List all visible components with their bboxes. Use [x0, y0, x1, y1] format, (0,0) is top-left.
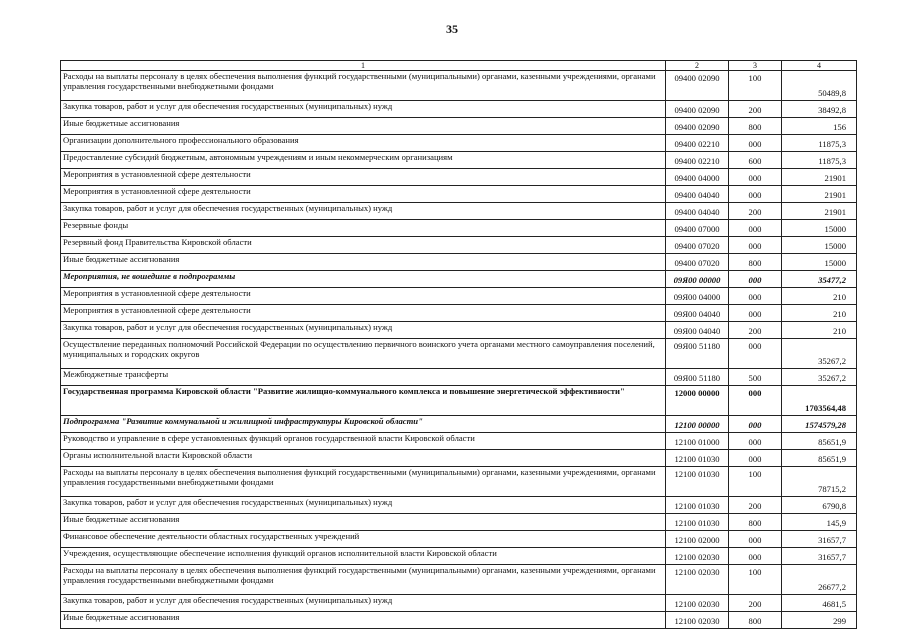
target-code-cell: 09400 02090 [666, 71, 729, 101]
table-row [61, 548, 857, 565]
table-row [61, 152, 857, 169]
expense-type-cell: 000 [729, 271, 782, 288]
target-code-cell: 12100 02000 [666, 531, 729, 548]
amount-cell: 26677,2 [782, 565, 857, 595]
table-row [61, 514, 857, 531]
target-code-cell: 09400 02210 [666, 135, 729, 152]
target-code-cell: 09400 04040 [666, 186, 729, 203]
target-code-cell: 12100 01000 [666, 433, 729, 450]
amount-cell: 31657,7 [782, 548, 857, 565]
target-code-cell: 12100 01030 [666, 450, 729, 467]
amount-cell: 31657,7 [782, 531, 857, 548]
target-code-cell: 12100 02030 [666, 612, 729, 629]
table-row [61, 450, 857, 467]
expense-name-cell: Мероприятия в установленной сфере деятельности [61, 305, 666, 322]
amount-cell: 210 [782, 288, 857, 305]
table-row [61, 186, 857, 203]
expense-type-cell: 000 [729, 186, 782, 203]
expense-name-cell: Закупка товаров, работ и услуг для обеспечения государственных (муниципальных) нужд [61, 595, 666, 612]
expense-name-cell: Расходы на выплаты персоналу в целях обеспечения выполнения функций государственными (муниципальными) органами, казенными учреждениями, органами управления государственными внебюджетными фондами [61, 71, 666, 101]
amount-cell: 21901 [782, 203, 857, 220]
amount-cell: 145,9 [782, 514, 857, 531]
target-code-cell: 12000 00000 [666, 386, 729, 416]
amount-cell: 15000 [782, 220, 857, 237]
table-header-row [61, 61, 857, 71]
amount-cell: 35267,2 [782, 339, 857, 369]
expense-name-cell: Иные бюджетные ассигнования [61, 118, 666, 135]
amount-cell: 50489,8 [782, 71, 857, 101]
expense-name-cell: Учреждения, осуществляющие обеспечение исполнения функций органов исполнительной власти Кировской области [61, 548, 666, 565]
expense-name-cell: Мероприятия в установленной сфере деятельности [61, 169, 666, 186]
table-row [61, 467, 857, 497]
expense-name-cell: Иные бюджетные ассигнования [61, 254, 666, 271]
expense-type-cell: 100 [729, 71, 782, 101]
expense-type-cell: 200 [729, 322, 782, 339]
table-row [61, 322, 857, 339]
expense-type-cell: 800 [729, 254, 782, 271]
table-row [61, 237, 857, 254]
expense-name-cell: Резервный фонд Правительства Кировской области [61, 237, 666, 254]
table-row [61, 386, 857, 416]
page-number: 35 [446, 22, 458, 36]
target-code-cell: 12100 01030 [666, 497, 729, 514]
expense-name-cell: Мероприятия в установленной сфере деятельности [61, 288, 666, 305]
expense-type-cell: 000 [729, 169, 782, 186]
expense-type-cell: 200 [729, 203, 782, 220]
target-code-cell: 12100 01030 [666, 467, 729, 497]
amount-cell: 15000 [782, 237, 857, 254]
table-row [61, 220, 857, 237]
amount-cell: 299 [782, 612, 857, 629]
expense-name-cell: Расходы на выплаты персоналу в целях обеспечения выполнения функций государственными (муниципальными) органами, казенными учреждениями, органами управления государственными внебюджетными фондами [61, 467, 666, 497]
table-row [61, 339, 857, 369]
target-code-cell: 12100 02030 [666, 548, 729, 565]
amount-cell: 6790,8 [782, 497, 857, 514]
expense-type-cell: 100 [729, 467, 782, 497]
target-code-cell: 09400 04040 [666, 203, 729, 220]
expense-type-cell: 100 [729, 565, 782, 595]
table-row [61, 118, 857, 135]
expense-name-cell: Органы исполнительной власти Кировской области [61, 450, 666, 467]
target-code-cell: 09400 04000 [666, 169, 729, 186]
target-code-cell: 09400 07000 [666, 220, 729, 237]
table-row [61, 612, 857, 629]
expense-name-cell: Закупка товаров, работ и услуг для обеспечения государственных (муниципальных) нужд [61, 497, 666, 514]
amount-cell: 210 [782, 322, 857, 339]
expense-name-cell: Иные бюджетные ассигнования [61, 514, 666, 531]
expense-name-cell: Государственная программа Кировской области "Развитие жилищно-коммунального комплекса и повышение энергетической эффективности" [61, 386, 666, 416]
table-row [61, 271, 857, 288]
target-code-cell: 12100 01030 [666, 514, 729, 531]
expense-type-cell: 000 [729, 220, 782, 237]
expense-type-cell: 000 [729, 339, 782, 369]
target-code-cell: 09Я00 04040 [666, 322, 729, 339]
table-row [61, 531, 857, 548]
expense-type-cell: 000 [729, 416, 782, 433]
expense-type-cell: 000 [729, 386, 782, 416]
table-row [61, 101, 857, 118]
amount-cell: 15000 [782, 254, 857, 271]
expense-type-cell: 800 [729, 514, 782, 531]
budget-table [60, 60, 857, 629]
expense-type-cell: 000 [729, 548, 782, 565]
table-row [61, 71, 857, 101]
amount-cell: 21901 [782, 169, 857, 186]
table-row [61, 497, 857, 514]
expense-name-cell: Закупка товаров, работ и услуг для обеспечения государственных (муниципальных) нужд [61, 203, 666, 220]
expense-name-cell: Межбюджетные трансферты [61, 369, 666, 386]
expense-type-cell: 800 [729, 118, 782, 135]
target-code-cell: 09400 07020 [666, 254, 729, 271]
amount-cell: 21901 [782, 186, 857, 203]
amount-cell: 1574579,28 [782, 416, 857, 433]
expense-type-cell: 000 [729, 450, 782, 467]
table-row [61, 169, 857, 186]
header-col-2: 2 [666, 61, 729, 71]
table-row [61, 254, 857, 271]
amount-cell: 38492,8 [782, 101, 857, 118]
target-code-cell: 09Я00 04040 [666, 305, 729, 322]
expense-name-cell: Организации дополнительного профессионального образования [61, 135, 666, 152]
expense-name-cell: Предоставление субсидий бюджетным, автономным учреждениям и иным некоммерческим организациям [61, 152, 666, 169]
expense-name-cell: Закупка товаров, работ и услуг для обеспечения государственных (муниципальных) нужд [61, 101, 666, 118]
expense-name-cell: Финансовое обеспечение деятельности областных государственных учреждений [61, 531, 666, 548]
expense-name-cell: Расходы на выплаты персоналу в целях обеспечения выполнения функций государственными (муниципальными) органами, казенными учреждениями, органами управления государственными внебюджетными фондами [61, 565, 666, 595]
table-row [61, 305, 857, 322]
expense-type-cell: 000 [729, 531, 782, 548]
expense-type-cell: 200 [729, 595, 782, 612]
amount-cell: 156 [782, 118, 857, 135]
expense-name-cell: Резервные фонды [61, 220, 666, 237]
expense-name-cell: Закупка товаров, работ и услуг для обеспечения государственных (муниципальных) нужд [61, 322, 666, 339]
target-code-cell: 09400 02210 [666, 152, 729, 169]
table-row [61, 595, 857, 612]
expense-name-cell: Иные бюджетные ассигнования [61, 612, 666, 629]
amount-cell: 35477,2 [782, 271, 857, 288]
target-code-cell: 09Я00 00000 [666, 271, 729, 288]
expense-type-cell: 000 [729, 237, 782, 254]
table-row [61, 416, 857, 433]
target-code-cell: 09400 02090 [666, 118, 729, 135]
target-code-cell: 12100 00000 [666, 416, 729, 433]
amount-cell: 11875,3 [782, 152, 857, 169]
expense-name-cell: Мероприятия, не вошедшие в подпрограммы [61, 271, 666, 288]
table-row [61, 288, 857, 305]
expense-type-cell: 000 [729, 305, 782, 322]
expense-type-cell: 200 [729, 497, 782, 514]
target-code-cell: 09Я00 04000 [666, 288, 729, 305]
amount-cell: 85651,9 [782, 450, 857, 467]
table-row [61, 565, 857, 595]
table-row [61, 203, 857, 220]
table-row [61, 135, 857, 152]
table-row [61, 369, 857, 386]
amount-cell: 35267,2 [782, 369, 857, 386]
amount-cell: 85651,9 [782, 433, 857, 450]
header-col-1: 1 [61, 61, 666, 71]
target-code-cell: 09Я00 51180 [666, 339, 729, 369]
header-col-3: 3 [729, 61, 782, 71]
header-col-4: 4 [782, 61, 857, 71]
expense-type-cell: 600 [729, 152, 782, 169]
expense-type-cell: 000 [729, 288, 782, 305]
target-code-cell: 09400 02090 [666, 101, 729, 118]
amount-cell: 1703564,48 [782, 386, 857, 416]
table-row [61, 433, 857, 450]
target-code-cell: 09Я00 51180 [666, 369, 729, 386]
amount-cell: 78715,2 [782, 467, 857, 497]
target-code-cell: 12100 02030 [666, 595, 729, 612]
amount-cell: 210 [782, 305, 857, 322]
amount-cell: 11875,3 [782, 135, 857, 152]
expense-type-cell: 200 [729, 101, 782, 118]
expense-type-cell: 000 [729, 135, 782, 152]
target-code-cell: 12100 02030 [666, 565, 729, 595]
budget-table-body [61, 61, 857, 629]
expense-name-cell: Мероприятия в установленной сфере деятельности [61, 186, 666, 203]
expense-name-cell: Подпрограмма "Развитие коммунальной и жилищной инфраструктуры Кировской области" [61, 416, 666, 433]
target-code-cell: 09400 07020 [666, 237, 729, 254]
expense-type-cell: 000 [729, 433, 782, 450]
amount-cell: 4681,5 [782, 595, 857, 612]
expense-type-cell: 800 [729, 612, 782, 629]
expense-name-cell: Руководство и управление в сфере установленных функций органов государственной власти Кировской области [61, 433, 666, 450]
expense-type-cell: 500 [729, 369, 782, 386]
expense-name-cell: Осуществление переданных полномочий Российской Федерации по осуществлению первичного воинского учета органами местного самоуправления поселений, муниципальных и городских округов [61, 339, 666, 369]
